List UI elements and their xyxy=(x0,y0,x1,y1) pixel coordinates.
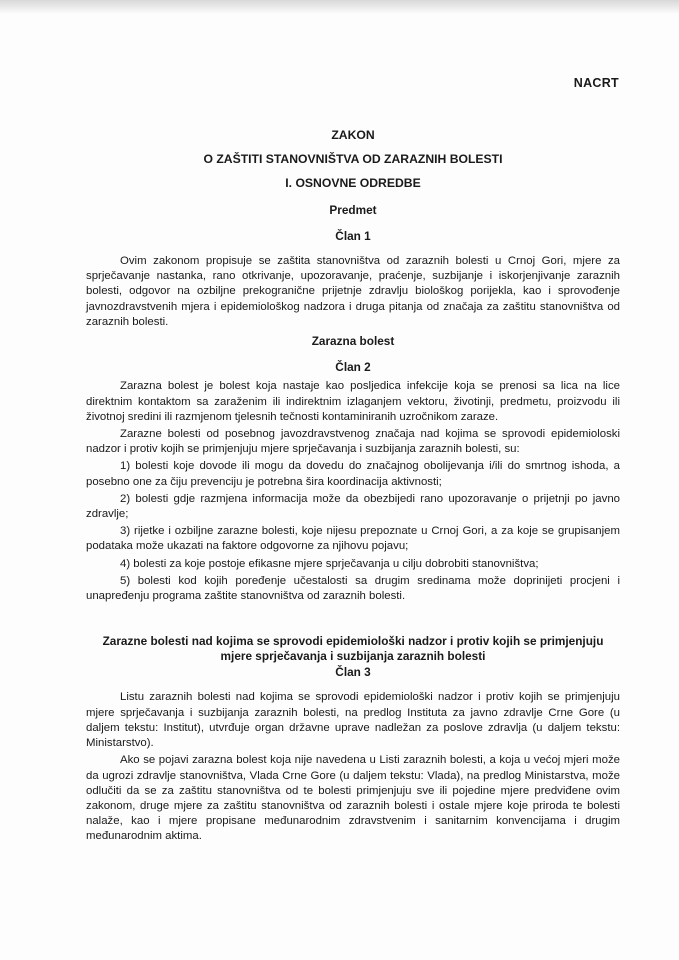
draft-label: NACRT xyxy=(573,76,619,90)
article-1-subject: Predmet xyxy=(329,202,377,217)
list-item: 2) bolesti gdje razmjena informacija može da obezbijedi rano upozoravanje o prijetnji po javno zdravlje; xyxy=(86,492,620,521)
section-heading: I. OSNOVNE ODREDBE xyxy=(285,176,421,191)
list-item: 5) bolesti kod kojih poređenje učestalosti sa drugim sredinama može doprinijeti procjeni i unapređenju programa zaštite stanovništva od zaraznih bolesti. xyxy=(86,574,620,603)
law-title: O ZAŠTITI STANOVNIŠTVA OD ZARAZNIH BOLESTI xyxy=(203,152,503,167)
article-2-paragraph-1: Zarazna bolest je bolest koja nastaje kao posljedica infekcije koja se prenosi sa lica na lice direktnim kontaktom sa zaraženim ili indirektnim izlaganjem vektoru, životinji, predmetu, proizvodu ili životnoj sredini ili razmjenom tjelesnih tečnosti kontaminiranih uzročnikom zaraze. xyxy=(86,380,620,423)
article-3-subject: Zarazne bolesti nad kojima se sprovodi epidemiološki nadzor i protiv kojih se primjenjuju mjere sprječavanja i suzbijanja zaraznih bolesti xyxy=(102,634,604,664)
document-body xyxy=(86,128,620,845)
scan-edge xyxy=(0,0,679,14)
article-3-paragraph-1: Listu zaraznih bolesti nad kojima se sprovodi epidemiološki nadzor i protiv kojih se primjenjuju mjere sprječavanja i suzbijanja zaraznih bolesti, na predlog Instituta za javno zdravlje Crne Gore (u daljem tekstu: Institut), utvrđuje organ državne uprave nadležan za poslove zdravlja (u daljem tekstu: Ministarstvo). xyxy=(86,691,620,750)
article-2-number: Član 2 xyxy=(335,360,371,375)
article-2-paragraph-2: Zarazne bolesti od posebnog javozdravstvenog značaja nad kojima se sprovodi epidemioloski nadzor i protiv kojih se primjenjuju mjere sprječavanja i suzbijanja zaraznih bolesti, su: xyxy=(86,428,620,456)
article-1-paragraph: Ovim zakonom propisuje se zaštita stanovništva od zaraznih bolesti u Crnoj Gori, mjere za sprječavanje nastanka, rano otkrivanje, upozoravanje, praćenje, suzbijanje i iskorjenjivanje zaraznih bolesti, odgovor na ozbiljne prekogranične prijetnje zdravlju biološkog porijekla, kao i sprovođenje javnozdravstvenih mjera i epidemiološkog nadzora i druga pitanja od značaja za zaštitu stanovništva od zaraznih bolesti. xyxy=(86,255,620,328)
list-item: 3) rijetke i ozbiljne zarazne bolesti, koje nijesu prepoznate u Crnoj Gori, a za koje se grupisanjem podataka može ukazati na faktore odgovorne za njihovu pojavu; xyxy=(86,525,620,553)
article-1-number: Član 1 xyxy=(335,228,371,243)
list-item: 1) bolesti koje dovode ili mogu da dovedu do značajnog obolijevanja i/ili do smrtnog ishoda, a posebno one za čiju prevenciju je potrebna šira koordinacija aktivnosti; xyxy=(86,460,620,488)
law-heading: ZAKON xyxy=(331,128,375,142)
article-2-subject: Zarazna bolest xyxy=(311,334,395,349)
list-item: 4) bolesti za koje postoje efikasne mjere sprječavanja u cilju dobrobiti stanovništva; xyxy=(120,557,539,570)
article-3-number: Član 3 xyxy=(335,665,371,680)
article-3-paragraph-2: Ako se pojavi zarazna bolest koja nije navedena u Listi zaraznih bolesti, a koja u većoj mjeri može da ugrozi zdravlje stanovništva, Vlada Crne Gore (u daljem tekstu: Vlada), na predlog Ministarstva, može odlučiti da se za zaštitu stanovništva od te bolesti primjenjuju sve ili pojedine mjere predviđene ovim zakonom, druge mjere za zaštitu stanovništva od zaraznih bolesti i ostale mjere koje priroda te bolesti nalaže, kao i mjere propisane međunarodnim zdravstvenim i sanitarnim konvencijama i drugim međunarodnim aktima. xyxy=(86,754,620,843)
